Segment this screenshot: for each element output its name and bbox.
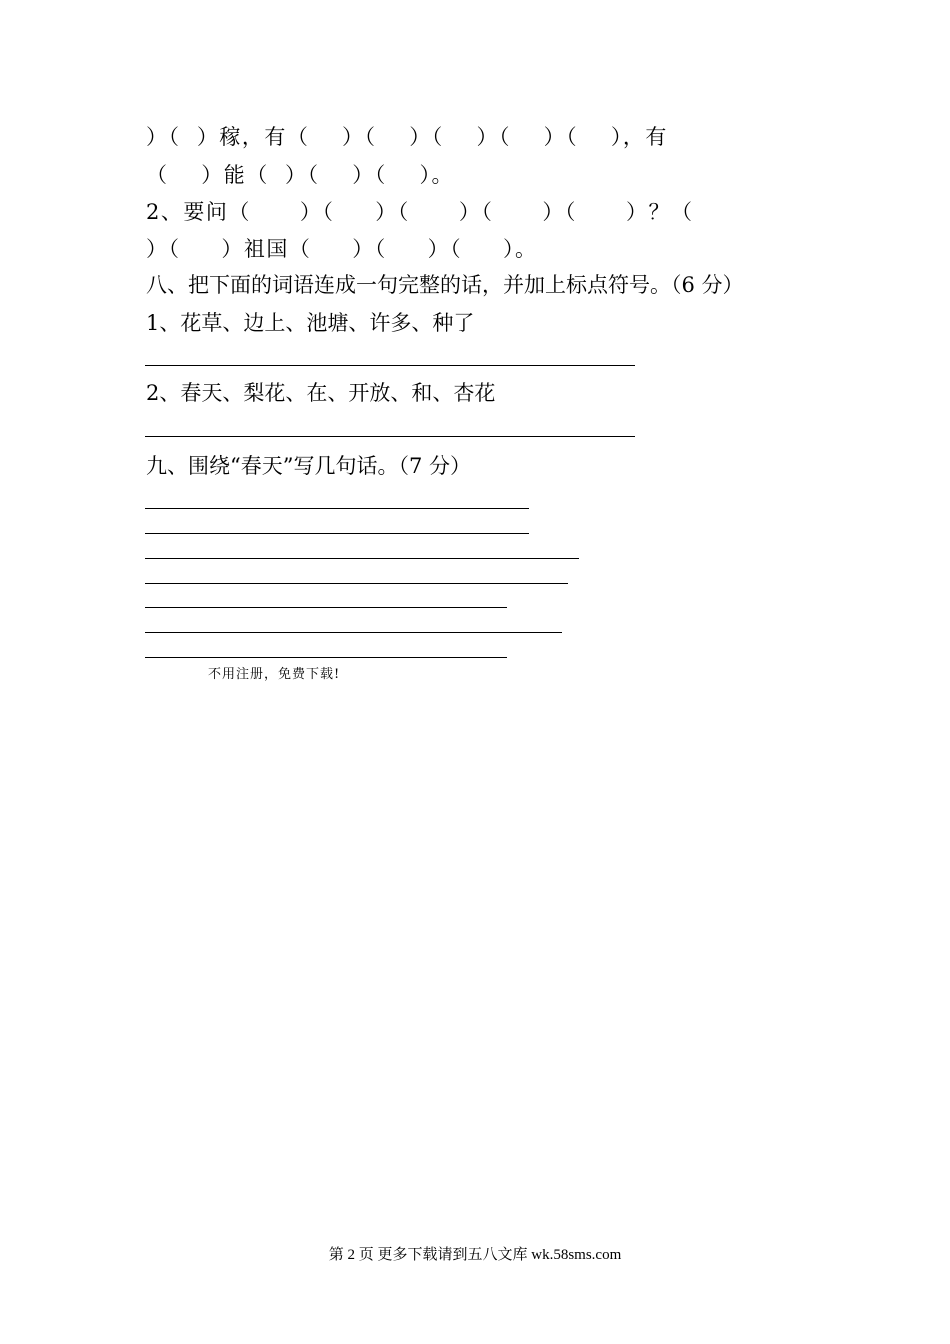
writing-line xyxy=(145,558,579,559)
writing-line xyxy=(145,632,562,633)
section-9-heading: 九、围绕“春天”写几句话。（7 分） xyxy=(146,454,472,478)
section-8-item-1: 1、花草、边上、池塘、许多、种了 xyxy=(146,311,475,335)
free-download-note: 不用注册，免费下载! xyxy=(208,667,341,682)
fill-blank-line-1: ）（ ）稼，有（ ）（ ）（ ）（ ）（ ），有 xyxy=(146,125,668,149)
section-8-heading: 八、把下面的词语连成一句完整的话，并加上标点符号。（6 分） xyxy=(146,273,744,297)
fill-blank-line-2: （ ）能（ ）（ ）（ ）。 xyxy=(146,163,454,187)
writing-line xyxy=(145,607,507,608)
answer-line xyxy=(145,365,635,366)
question-2-line-2: ）（ ）祖国（ ）（ ）（ ）。 xyxy=(146,237,538,261)
writing-line xyxy=(145,657,507,658)
answer-line xyxy=(145,436,635,437)
section-8-item-2: 2、春天、梨花、在、开放、和、杏花 xyxy=(146,381,496,405)
writing-line xyxy=(145,583,568,584)
page-footer: 第 2 页 更多下载请到五八文库 wk.58sms.com xyxy=(328,1247,622,1263)
question-2-line-1: 2、要问（ ）（ ）（ ）（ ）（ ）？（ xyxy=(146,200,694,224)
writing-line xyxy=(145,533,529,534)
writing-line xyxy=(145,508,529,509)
